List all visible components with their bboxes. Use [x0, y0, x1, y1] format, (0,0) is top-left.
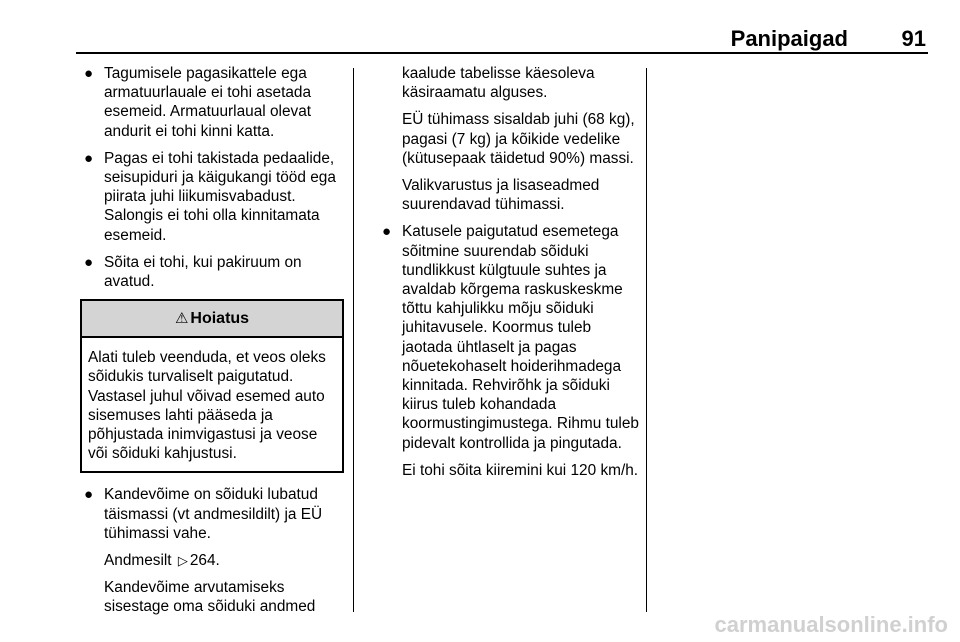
bullet-item: [80, 64, 344, 141]
bullet-item: [80, 485, 344, 543]
bullet-dot-icon: ●: [84, 65, 94, 82]
bullet-text: Sõita ei tohi, kui pakiruum on avatud.: [104, 253, 302, 291]
paragraph: EÜ tühimass sisaldab juhi (68 kg), pagasi (7 kg) ja kõikide vedelike (kütusepaak täidetud 90%) massi.: [402, 111, 635, 167]
bullet-item: [378, 222, 640, 452]
warning-body: Alati tuleb veenduda, et veos oleks sõidukis turvaliselt paigutatud. Vastasel juhul võivad esemed auto sisemuses lahti pääseda ja põhjustada inimvigastusi ja veose või sõiduki kahjustusi.: [88, 349, 326, 463]
middle-column: [378, 64, 640, 488]
column-divider-left: [353, 68, 354, 612]
paragraph: Kandevõime arvutamiseks sisestage oma sõiduki andmed: [104, 579, 316, 616]
page-header: [76, 26, 928, 54]
bullet-dot-icon: ●: [84, 486, 94, 504]
bullet-dot-icon: ●: [382, 223, 392, 241]
page-title: Panipaigad: [730, 26, 848, 51]
warning-box: [80, 299, 344, 473]
reference-page: 264.: [189, 552, 220, 570]
bullet-dot-icon: ●: [84, 253, 94, 271]
warning-header: [82, 301, 342, 338]
bullet-item: [80, 149, 344, 245]
cross-reference[interactable]: [80, 551, 344, 570]
column-divider-right: [646, 68, 647, 612]
bullet-item: [80, 253, 344, 291]
bullet-dot-icon: ●: [84, 149, 94, 167]
watermark: carmanualsonline.info: [714, 612, 948, 637]
paragraph: Ei tohi sõita kiiremini kui 120 km/h.: [402, 461, 639, 479]
bullet-text: Kandevõime on sõiduki lubatud täismassi (vt andmesildilt) ja EÜ tühimassi vahe.: [104, 486, 323, 542]
left-column: [80, 64, 344, 625]
bullet-text: Tagumisele pagasikattele ega armatuurlauale ei tohi asetada esemeid. Armatuurlaual olevat andurit ei tohi kinni katta.: [104, 65, 312, 140]
reference-label: Andmesilt: [104, 552, 172, 570]
bullet-text: Pagas ei tohi takistada pedaalide, seisupiduri ja käigukangi tööd ega piirata juhi liikumisvabadust. Salongis ei tohi olla kinnitamata esemeid.: [104, 149, 336, 244]
page-reference-icon: ▷: [177, 553, 188, 569]
paragraph: kaalude tabelisse käesoleva käsiraamatu alguses.: [402, 65, 595, 102]
warning-title: Hoiatus: [190, 310, 250, 328]
paragraph: Valikvarustus ja lisaseadmed suurendavad tühimassi.: [402, 177, 600, 214]
bullet-text: Katusele paigutatud esemetega sõitmine suurendab sõiduki tundlikkust külgtuule suhtes ja avaldab kõrgema raskuskeskme tõttu kahjulikku mõju sõiduki juhitavusele. Koormus tuleb jaotada ühtlaselt ja pagas nõuetekohaselt hoiderihmadega kinnitada. Rehvirõhk ja sõiduki kiirus tuleb kohandada koormustingimustega. Rihmu tuleb pidevalt kontrollida ja pingutada.: [402, 223, 639, 452]
warning-triangle-icon: ⚠: [174, 310, 189, 328]
page-number: 91: [901, 26, 926, 51]
